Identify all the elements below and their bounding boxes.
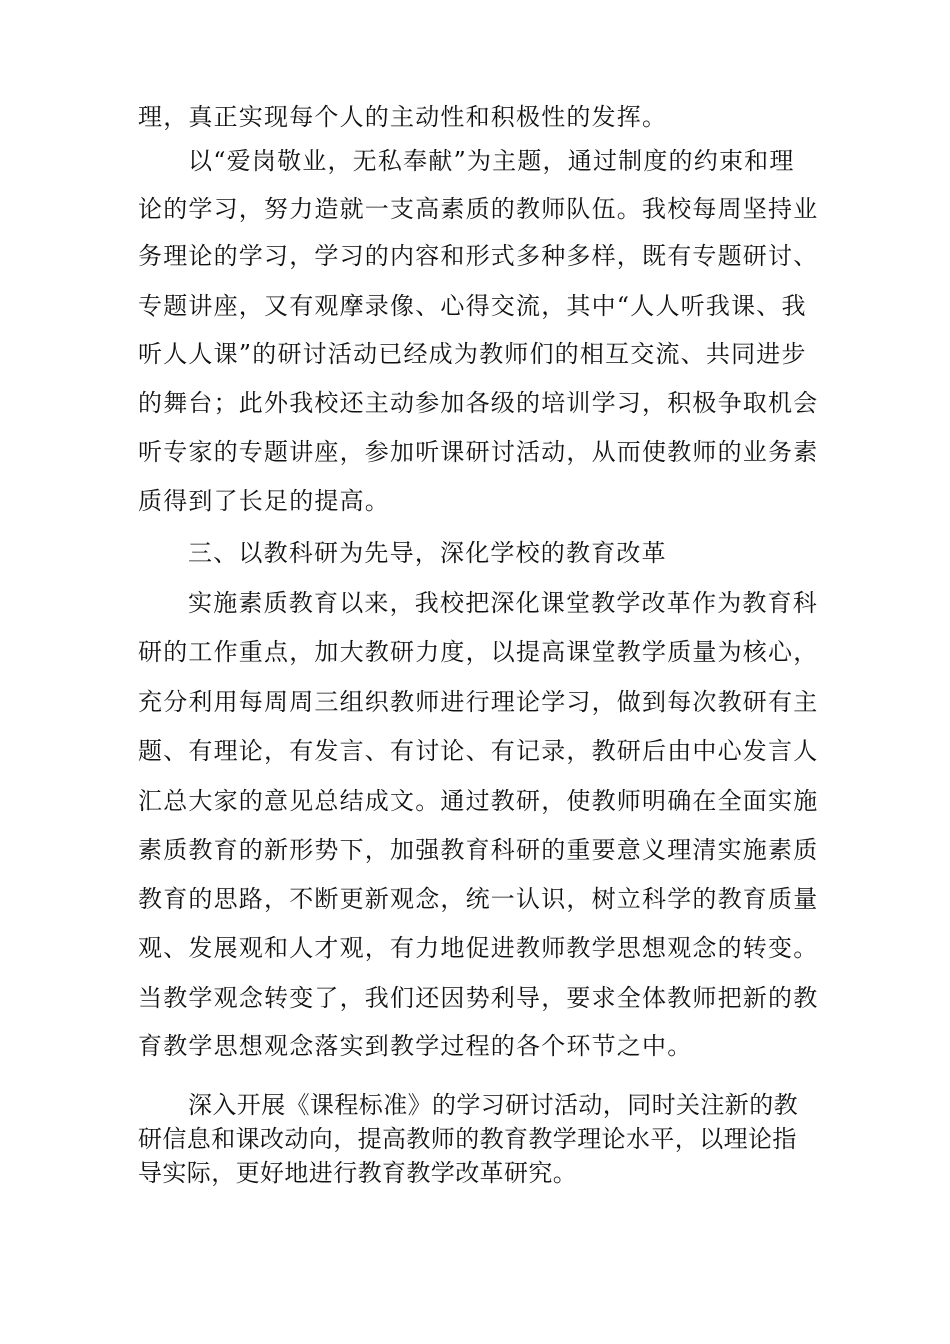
paragraph-line: 深入开展《课程标准》的学习研讨活动，同时关注新的教 [188,1091,798,1119]
paragraph-line: 育教学思想观念落实到教学过程的各个环节之中。 [138,1032,693,1060]
paragraph-line: 务理论的学习，学习的内容和形式多种多样，既有专题研讨、 [138,242,819,270]
paragraph-line: 以“爱岗敬业，无私奉献”为主题，通过制度的约束和理 [188,147,795,175]
paragraph-line: 听人人课”的研讨活动已经成为教师们的相互交流、共同进步 [138,340,807,368]
paragraph-line: 充分利用每周周三组织教师进行理论学习，做到每次教研有主 [138,688,819,716]
paragraph-line: 观、发展观和人才观，有力地促进教师教学思想观念的转变。 [138,934,819,962]
paragraph-line: 听专家的专题讲座，参加听课研讨活动，从而使教师的业务素 [138,438,819,466]
paragraph-line: 研信息和课改动向，提高教师的教育教学理论水平，以理论指 [138,1125,797,1153]
paragraph-line: 题、有理论，有发言、有讨论、有记录，教研后由中心发言人 [138,737,819,765]
paragraph-line: 论的学习，努力造就一支高素质的教师队伍。我校每周坚持业 [138,195,819,223]
paragraph-line: 素质教育的新形势下，加强教育科研的重要意义理清实施素质 [138,836,819,864]
paragraph-line: 理，真正实现每个人的主动性和积极性的发挥。 [138,103,668,131]
paragraph-line: 专题讲座，又有观摩录像、心得交流，其中“人人听我课、我 [138,292,807,320]
paragraph-line: 研的工作重点，加大教研力度，以提高课堂教学质量为核心， [138,638,819,666]
paragraph-line: 质得到了长足的提高。 [138,487,390,515]
paragraph-line: 汇总大家的意见总结成文。通过教研，使教师明确在全面实施 [138,787,819,815]
paragraph-line: 的舞台；此外我校还主动参加各级的培训学习，积极争取机会 [138,389,819,417]
paragraph-line: 导实际，更好地进行教育教学改革研究。 [138,1159,578,1187]
section-heading: 三、以教科研为先导，深化学校的教育改革 [188,539,667,567]
paragraph-line: 教育的思路，不断更新观念，统一认识，树立科学的教育质量 [138,885,819,913]
paragraph-line: 实施素质教育以来，我校把深化课堂教学改革作为教育科 [188,589,818,617]
paragraph-line: 当教学观念转变了，我们还因势利导，要求全体教师把新的教 [138,984,819,1012]
